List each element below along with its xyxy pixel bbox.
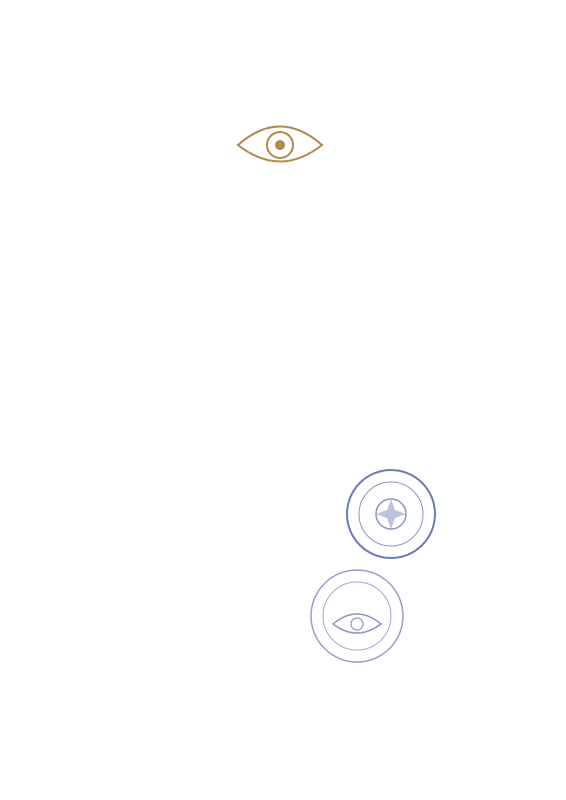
gold-seal-icon [307,566,407,666]
blue-seal-icon [345,468,437,560]
eye-icon [200,90,360,175]
bottom-ornament [0,710,566,800]
atmosfera-logo [200,90,360,175]
